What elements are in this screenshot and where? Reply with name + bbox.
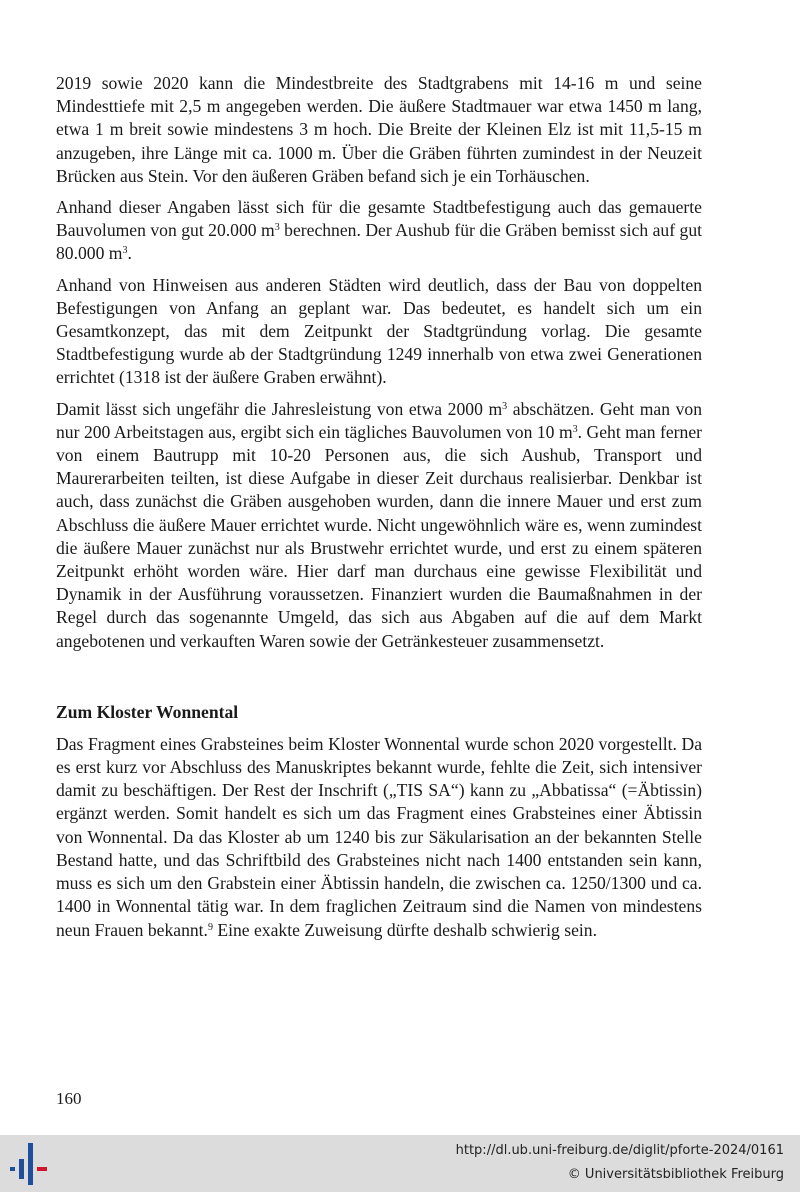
paragraph	[56, 72, 702, 188]
footer-bar	[0, 1135, 800, 1192]
text-run: . Geht man ferner von einem Bautrupp mit 10-20 Personen aus, die sich Aushub, Transport und Maurerarbeiten teilten, ist diese Aufgabe in dieser Zeit durchaus realisierbar. Denkbar ist auch, dass zunächst die Gräben ausgehoben wurden, dann die innere Mauer und erst zum Abschluss die äußere Mauer errichtet wurde. Nicht ungewöhnlich wäre es, wenn zumindest die äußere Mauer zunächst nur als Brustwehr errichtet wurde, und erst zu einem späteren Zeitpunkt erhöht worden wäre. Hier darf man durchaus eine gewisse Flexibilität und Dynamik in der Ausführung voraussetzen. Finanziert wurden die Baumaßnahmen in der Regel durch das sogenannte Umgeld, das sich aus Abgaben auf die auf dem Markt angebotenen und verkauften Waren sowie der Getränkesteuer zusammensetzt.	[56, 421, 702, 651]
paragraph	[56, 733, 702, 942]
text-run: Anhand von Hinweisen aus anderen Städten wird deutlich, dass der Bau von doppelten Befestigungen von Anfang an geplant war. Das bedeutet, es handelt sich um ein Gesamtkonzept, das mit dem Zeitpunkt der Stadtgründung vorlag. Die gesamte Stadtbefestigung wurde ab der Stadtgründung 1249 innerhalb von etwa zwei Generationen errichtet (1318 ist der äußere Graben erwähnt).	[56, 274, 702, 388]
text-block-1	[56, 72, 702, 653]
text-run: 2019 sowie 2020 kann die Mindestbreite des Stadtgrabens mit 14-16 m und seine Mindesttiefe mit 2,5 m angegeben werden. Die äußere Stadtmauer war etwa 1450 m lang, etwa 1 m breit sowie mindestens 3 m hoch. Die Breite der Kleinen Elz ist mit 11,5-15 m anzugeben, ihre Länge mit ca. 1000 m. Über die Gräben führten zumindest in der Neuzeit Brücken aus Stein. Vor den äußeren Gräben befand sich je ein Torhäuschen.	[56, 73, 702, 186]
paragraph	[56, 398, 702, 653]
text-run: abschätzen. Geht man von nur 200 Arbeitstagen aus, ergibt sich ein tägliches Bauvolumen von 10 m	[56, 398, 702, 442]
superscript: 3	[274, 222, 280, 234]
document-body	[56, 72, 702, 950]
footer-url-link[interactable]: http://dl.ub.uni-freiburg.de/diglit/pforte-2024/0161	[455, 1143, 784, 1158]
superscript: 3	[572, 423, 578, 435]
footer-copyright: © Universitätsbibliothek Freiburg	[567, 1167, 784, 1182]
logo-bar-3	[28, 1143, 33, 1185]
logo-bar-2	[19, 1159, 24, 1179]
text-run: Eine exakte Zuweisung dürfte deshalb schwierig sein.	[212, 919, 597, 940]
superscript: 9	[207, 921, 213, 933]
section-heading: Zum Kloster Wonnental	[56, 701, 239, 722]
paragraph	[56, 196, 702, 266]
paragraph	[56, 274, 702, 390]
text-run: Damit lässt sich ungefähr die Jahresleistung von etwa 2000 m	[56, 398, 503, 419]
page-number: 160	[56, 1089, 82, 1108]
superscript: 3	[122, 245, 128, 257]
superscript: 3	[502, 400, 508, 412]
text-run: berechnen. Der Aushub für die Gräben bemisst sich auf gut 80.000 m	[56, 220, 703, 264]
text-run: Das Fragment eines Grabsteines beim Kloster Wonnental wurde schon 2020 vorgestellt. Da es erst kurz vor Abschluss des Manuskriptes bekannt wurde, fehlte die Zeit, sich intensiver damit zu beschäftigen. Der Rest der Inschrift („TIS SA“) kann zu „Abbatissa“ (=Äbtissin) ergänzt werden. Somit handelt es sich um das Fragment eines Grabsteines einer Äbtissin von Wonnental. Da das Kloster ab um 1240 bis zur Säkularisation an der bekannten Stelle Bestand hatte, und das Schriftbild des Grabsteines nicht nach 1400 entstanden sein kann, muss es sich um den Grabstein einer Äbtissin handeln, die zwischen ca. 1250/1300 und ca. 1400 in Wonnental tätig war. In dem fraglichen Zeitraum sind die Namen von mindestens neun Frauen bekannt.	[56, 733, 702, 940]
logo-bar-1	[10, 1167, 15, 1171]
text-run: .	[127, 243, 132, 264]
library-logo-icon	[10, 1143, 50, 1185]
logo-bar-4	[37, 1167, 47, 1171]
text-block-2	[56, 733, 702, 942]
text-run: Anhand dieser Angaben lässt sich für die gesamte Stadtbefestigung auch das gemauerte Bauvolumen von gut 20.000 m	[56, 197, 702, 241]
